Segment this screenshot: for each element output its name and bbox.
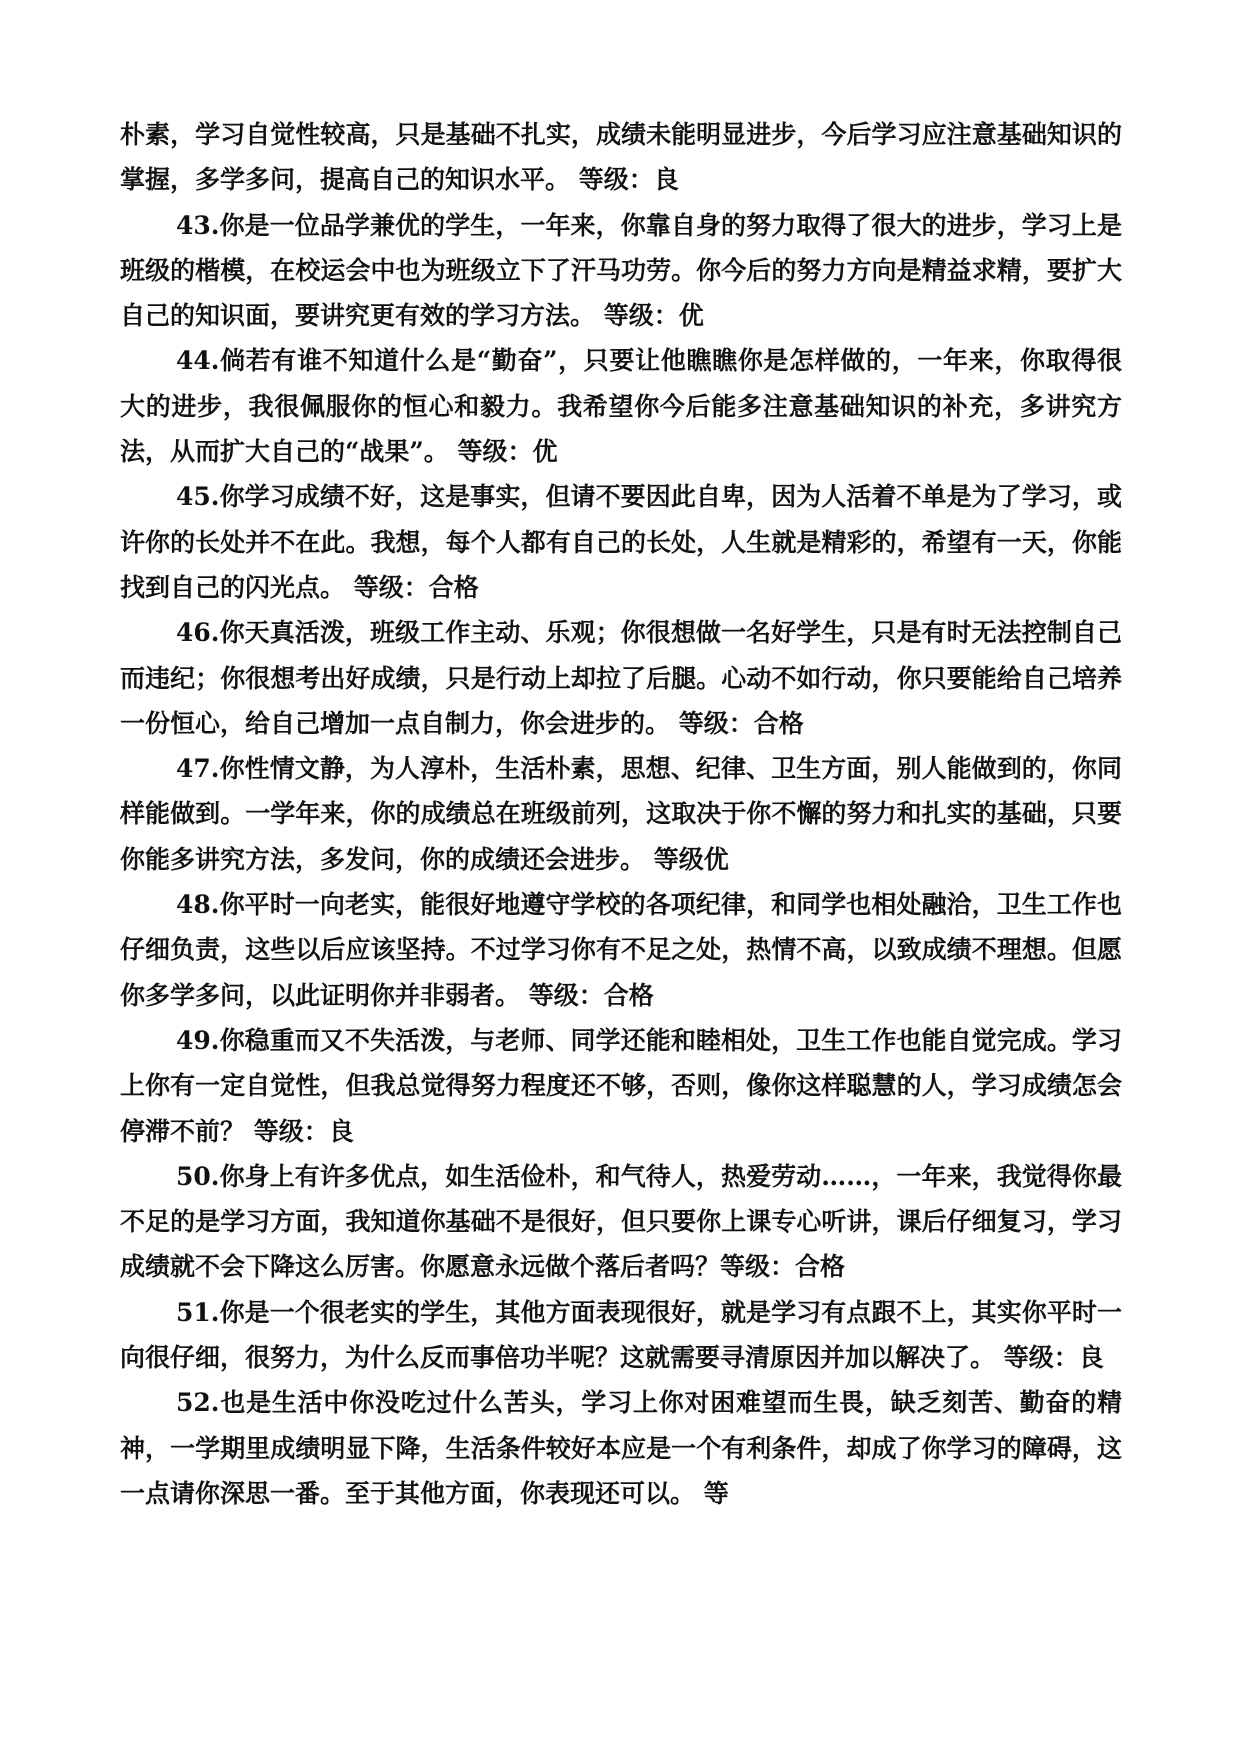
paragraph-comment-45: 45.你学习成绩不好，这是事实，但请不要因此自卑，因为人活着不单是为了学习，或许你的长处并不在此。我想，每个人都有自己的长处，人生就是精彩的，希望有一天，你能找到自己的闪光点。 等级：合格: [120, 482, 1122, 602]
paragraph-comment-47: 47.你性情文静，为人淳朴，生活朴素，思想、纪律、卫生方面，别人能做到的，你同样能做到。一学年来，你的成绩总在班级前列，这取决于你不懈的努力和扎实的基础，只要你能多讲究方法，多发问，你的成绩还会进步。 等级优: [120, 754, 1122, 874]
paragraph-continuation: 朴素，学习自觉性较高，只是基础不扎实，成绩未能明显进步，今后学习应注意基础知识的掌握，多学多问，提高自己的知识水平。 等级：良: [120, 120, 1122, 195]
paragraph-comment-50: 50.你身上有许多优点，如生活俭朴，和气待人，热爱劳动……，一年来，我觉得你最不足的是学习方面，我知道你基础不是很好，但只要你上课专心听讲，课后仔细复习，学习成绩就不会下降这么厉害。你愿意永远做个落后者吗？等级：合格: [120, 1161, 1122, 1282]
paragraph-comment-43: 43.你是一位品学兼优的学生，一年来，你靠自身的努力取得了很大的进步，学习上是班级的楷模，在校运会中也为班级立下了汗马功劳。你今后的努力方向是精益求精，要扩大自己的知识面，要讲究更有效的学习方法。 等级：优: [120, 210, 1122, 331]
paragraph-comment-44: 44.倘若有谁不知道什么是“勤奋”，只要让他瞧瞧你是怎样做的，一年来，你取得很大的进步，我很佩服你的恒心和毅力。我希望你今后能多注意基础知识的补充，多讲究方法，从而扩大自己的“战果”。 等级：优: [120, 346, 1122, 467]
paragraph-comment-48: 48.你平时一向老实，能很好地遵守学校的各项纪律，和同学也相处融洽，卫生工作也仔细负责，这些以后应该坚持。不过学习你有不足之处，热情不高，以致成绩不理想。但愿你多学多问，以此证明你并非弱者。 等级：合格: [120, 890, 1122, 1010]
paragraph-comment-51: 51.你是一个很老实的学生，其他方面表现很好，就是学习有点跟不上，其实你平时一向很仔细，很努力，为什么反而事倍功半呢？这就需要寻清原因并加以解决了。 等级：良: [120, 1297, 1122, 1373]
paragraph-comment-49: 49.你稳重而又不失活泼，与老师、同学还能和睦相处，卫生工作也能自觉完成。学习上你有一定自觉性，但我总觉得努力程度还不够，否则，像你这样聪慧的人，学习成绩怎会停滞不前？ 等级：良: [120, 1025, 1122, 1146]
paragraph-comment-46: 46.你天真活泼，班级工作主动、乐观；你很想做一名好学生，只是有时无法控制自己而违纪；你很想考出好成绩，只是行动上却拉了后腿。心动不如行动，你只要能给自己培养一份恒心，给自己增加一点自制力，你会进步的。 等级：合格: [120, 618, 1122, 738]
document-page: [120, 112, 1122, 1516]
paragraph-comment-52: 52.也是生活中你没吃过什么苦头，学习上你对困难望而生畏，缺乏刻苦、勤奋的精神，一学期里成绩明显下降，生活条件较好本应是一个有利条件，却成了你学习的障碍，这一点请你深思一番。至于其他方面，你表现还可以。 等: [120, 1388, 1122, 1508]
